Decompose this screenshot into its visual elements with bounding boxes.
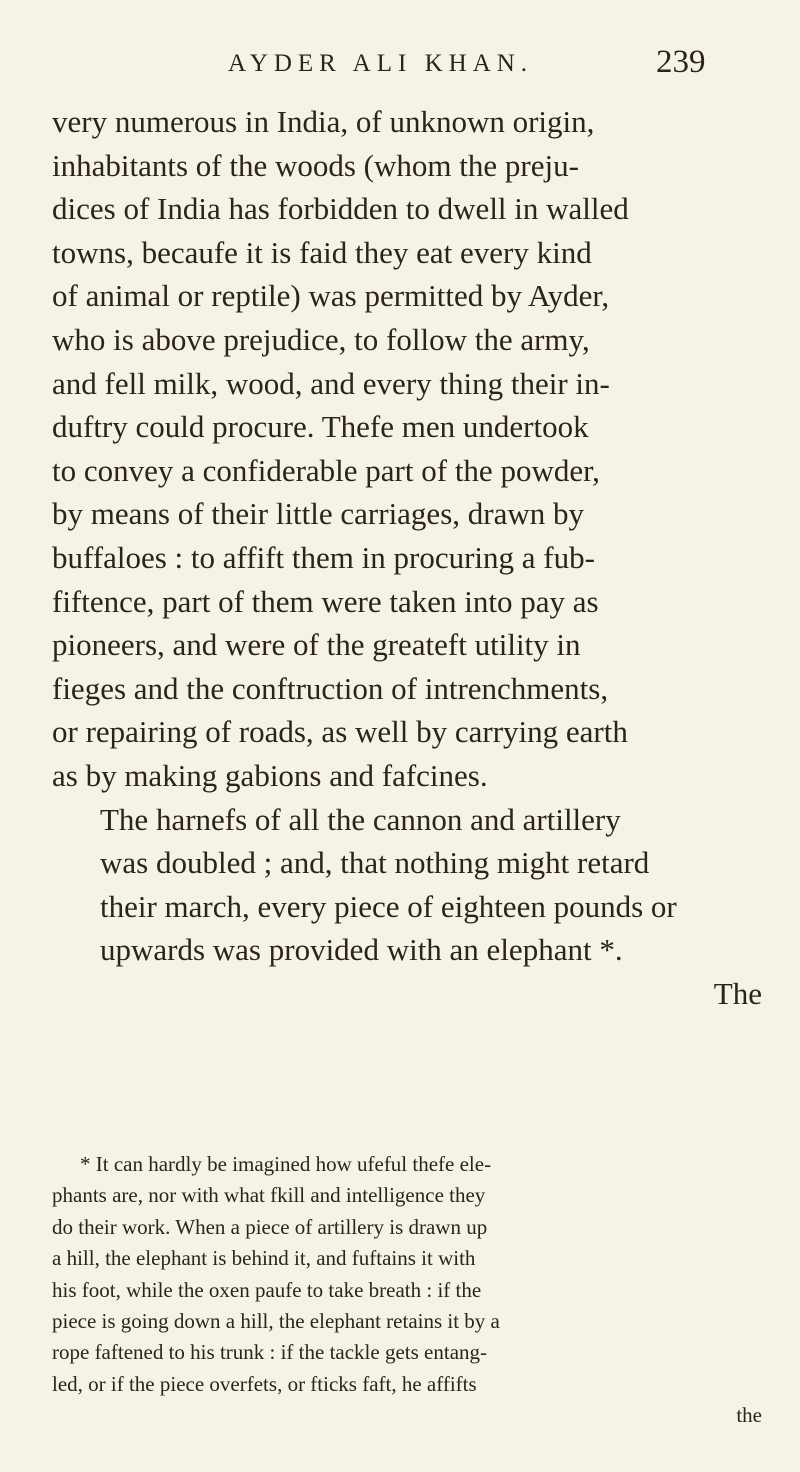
text-line: duftry could procure. Thefe men undertook: [52, 409, 589, 445]
footnote-line: a hill, the elephant is behind it, and fuftains it with: [52, 1246, 476, 1271]
text-line: of animal or reptile) was permitted by Ayder,: [52, 278, 610, 314]
text-line: fieges and the conftruction of intrenchments,: [52, 670, 609, 706]
catchword: The: [713, 975, 762, 1011]
footnote: [52, 1149, 772, 1432]
text-line: their march, every piece of eighteen pounds or: [100, 888, 677, 924]
footnote-line: do their work. When a piece of artillery is drawn up: [52, 1214, 488, 1239]
footnote-line: led, or if the piece overfets, or fticks faft, he affifts: [52, 1371, 477, 1396]
footnote-line: rope faftened to his trunk : if the tackle gets entang-: [52, 1340, 488, 1365]
text-line: dices of India has forbidden to dwell in walled: [52, 191, 629, 227]
footnote-line: his foot, while the oxen paufe to take breath : if the: [52, 1277, 482, 1302]
main-text: [52, 100, 772, 1015]
text-line: inhabitants of the woods (whom the preju-: [52, 147, 579, 183]
text-line: pioneers, and were of the greateft utility in: [52, 627, 581, 663]
text-line: buffaloes : to affift them in procuring a fub-: [52, 539, 595, 575]
page-number: 239: [656, 44, 706, 80]
running-head: AYDER ALI KHAN.: [228, 50, 534, 77]
text-line: towns, becaufe it is faid they eat every kind: [52, 234, 592, 270]
footnote-line: * It can hardly be imagined how ufeful thefe ele-: [80, 1152, 492, 1176]
text-line: fiftence, part of them were taken into pay as: [52, 583, 599, 619]
text-line: or repairing of roads, as well by carrying earth: [52, 714, 628, 750]
footnote-catchword: the: [736, 1403, 762, 1428]
footnote-line: piece is going down a hill, the elephant retains it by a: [52, 1308, 500, 1333]
text-line: to convey a confiderable part of the powder,: [52, 452, 600, 488]
text-line: and fell milk, wood, and every thing their in-: [52, 365, 610, 401]
text-line: upwards was provided with an elephant *.: [100, 932, 623, 968]
text-line: was doubled ; and, that nothing might retard: [100, 845, 650, 881]
footnote-line: phants are, nor with what fkill and intelligence they: [52, 1183, 486, 1208]
paragraph-start-line: The harnefs of all the cannon and artillery: [100, 801, 621, 837]
text-line: very numerous in India, of unknown origin,: [52, 104, 595, 139]
page-header: [228, 44, 768, 88]
text-line: who is above prejudice, to follow the army,: [52, 321, 590, 357]
text-line: by means of their little carriages, drawn by: [52, 496, 584, 532]
text-line: as by making gabions and fafcines.: [52, 757, 488, 793]
